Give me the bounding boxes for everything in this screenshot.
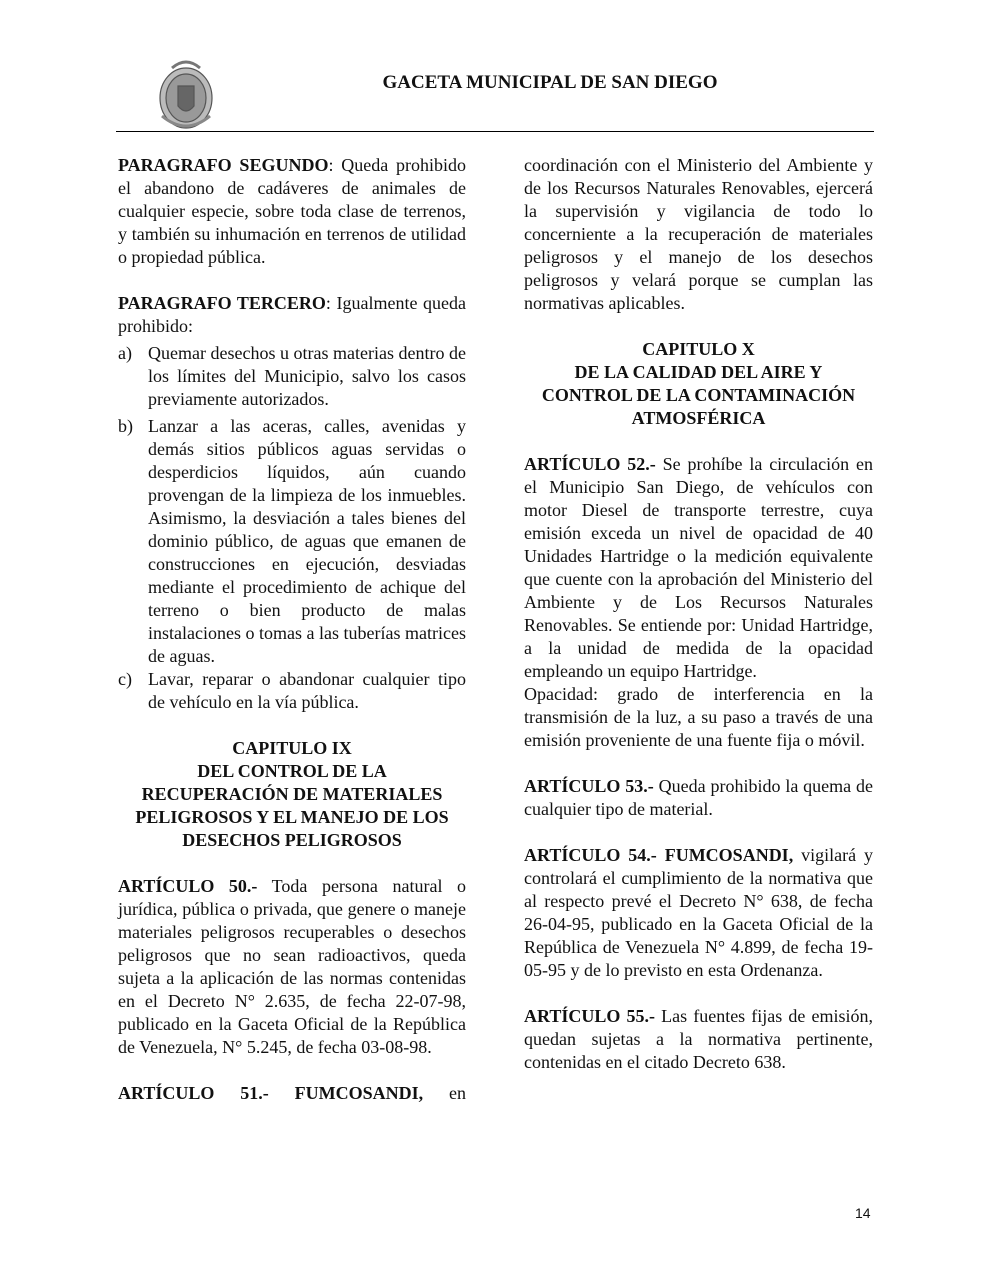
heading-line: CONTROL DE LA CONTAMINACIÓN bbox=[541, 385, 856, 405]
heading-line: DE LA CALIDAD DEL AIRE Y bbox=[574, 362, 823, 382]
article-lead: ARTÍCULO 53.- bbox=[524, 776, 654, 796]
right-column bbox=[524, 154, 873, 1097]
paragraph-text: : Queda prohibido el abandono de cadáveres de animales de cualquier especie, sobre toda clase de terrenos, y también su inhumación en terrenos de utilidad o propiedad pública. bbox=[118, 155, 466, 267]
heading-line: RECUPERACIÓN DE MATERIALES bbox=[141, 784, 443, 804]
paragraph-text: : Igualmente queda prohibido: bbox=[118, 293, 467, 336]
article-text: Toda persona natural o jurídica, pública o privada, que genere o maneje materiales peligrosos recuperables o desechos peligrosos que no sean radioactivos, queda sujeta a la aplicación de las normas contenidas en el Decreto N° 2.635, de fecha 22-07-98, publicado en la Gaceta Oficial de la República de Venezuela, N° 5.245, de fecha 03-08-98. bbox=[118, 876, 467, 1057]
paragraph-segundo bbox=[118, 154, 466, 269]
left-column bbox=[118, 154, 466, 1128]
article-52-opacity-definition: Opacidad: grado de interferencia en la transmisión de la luz, a su paso a través de una emisión proveniente de una fuente fija o móvil. bbox=[524, 684, 873, 750]
paragraph-lead: PARAGRAFO SEGUNDO bbox=[118, 155, 329, 175]
paragraph-lead: PARAGRAFO TERCERO bbox=[118, 293, 326, 313]
gazette-title: GACETA MUNICIPAL DE SAN DIEGO bbox=[382, 72, 718, 93]
chapter-x-heading bbox=[524, 338, 873, 430]
article-55 bbox=[524, 1005, 873, 1074]
article-lead: ARTÍCULO 50.- bbox=[118, 876, 258, 896]
chapter-ix-heading bbox=[118, 737, 466, 852]
article-53 bbox=[524, 775, 873, 821]
heading-line: DESECHOS PELIGROSOS bbox=[182, 830, 402, 850]
article-50 bbox=[118, 875, 466, 1059]
paragraph-tercero bbox=[118, 292, 466, 338]
list-text: Lanzar a las aceras, calles, avenidas y demás sitios públicos aguas servidas o desperdicios líquidos, aún cuando provengan de la limpieza de los inmuebles. Asimismo, la desviación a tales bienes del dominio público, de aguas que emanen de construcciones en ejecución, desviadas mediante el procedimiento de achique del terreno o bien producto de malas instalaciones o tomas a las tuberías matrices de aguas. bbox=[148, 416, 466, 666]
heading-line: CAPITULO X bbox=[642, 339, 755, 359]
heading-line: DEL CONTROL DE LA bbox=[197, 761, 387, 781]
article-lead: ARTÍCULO 51.- FUMCOSANDI, bbox=[118, 1083, 424, 1103]
prohibitions-list bbox=[118, 342, 466, 714]
article-51-continuation: coordinación con el Ministerio del Ambiente y de los Recursos Naturales Renovables, ejercerá la supervisión y vigilancia de todo lo concerniente a la recuperación de materiales peligrosos y el manejo de los desechos peligrosos y velará porque se cumplan las normativas aplicables. bbox=[524, 155, 873, 313]
list-label: a) bbox=[118, 343, 132, 363]
list-text: Quemar desechos u otras materias dentro de los límites del Municipio, salvo los casos previamente autorizados. bbox=[148, 343, 466, 409]
article-51 bbox=[118, 1082, 466, 1105]
list-text: Lavar, reparar o abandonar cualquier tipo de vehículo en la vía pública. bbox=[148, 669, 466, 712]
heading-line: ATMOSFÉRICA bbox=[631, 408, 766, 428]
article-text: vigilará y controlará el cumplimiento de la normativa que al respecto prevé el Decreto N° 638, de fecha 26-04-95, publicado en la Gaceta Oficial de la República de Venezuela N° 4.899, de fecha 19-05-95 y de lo previsto en esta Ordenanza. bbox=[524, 845, 873, 980]
list-item bbox=[118, 415, 466, 668]
list-item bbox=[118, 342, 466, 411]
article-text: en bbox=[423, 1083, 466, 1103]
list-label: b) bbox=[118, 416, 133, 436]
article-54 bbox=[524, 844, 873, 982]
article-lead: ARTÍCULO 55.- bbox=[524, 1006, 655, 1026]
list-label: c) bbox=[118, 669, 132, 689]
heading-line: PELIGROSOS Y EL MANEJO DE LOS bbox=[135, 807, 449, 827]
article-text: Queda prohibido la quema de cualquier tipo de material. bbox=[524, 776, 874, 819]
header-rule bbox=[116, 131, 874, 132]
article-lead: ARTÍCULO 52.- bbox=[524, 454, 656, 474]
heading-line: CAPITULO IX bbox=[232, 738, 352, 758]
article-text: Las fuentes fijas de emisión, quedan sujetas a la normativa pertinente, contenidas en el citado Decreto 638. bbox=[524, 1006, 874, 1072]
article-lead: ARTÍCULO 54.- FUMCOSANDI, bbox=[524, 845, 794, 865]
page-number: 14 bbox=[855, 1205, 871, 1221]
municipal-seal-logo bbox=[148, 56, 224, 132]
article-52 bbox=[524, 453, 873, 683]
list-item bbox=[118, 668, 466, 714]
article-text: Se prohíbe la circulación en el Municipio San Diego, de vehículos con motor Diesel de transporte terrestre, cuya emisión exceda un nivel de opacidad de 40 Unidades Hartridge o la medición equivalente que cuente con la aprobación del Ministerio del Ambiente y de Los Recursos Naturales Renovables. Se entiende por: Unidad Hartridge, a la unidad de medida de la opacidad empleando un equipo Hartridge. bbox=[524, 454, 874, 681]
